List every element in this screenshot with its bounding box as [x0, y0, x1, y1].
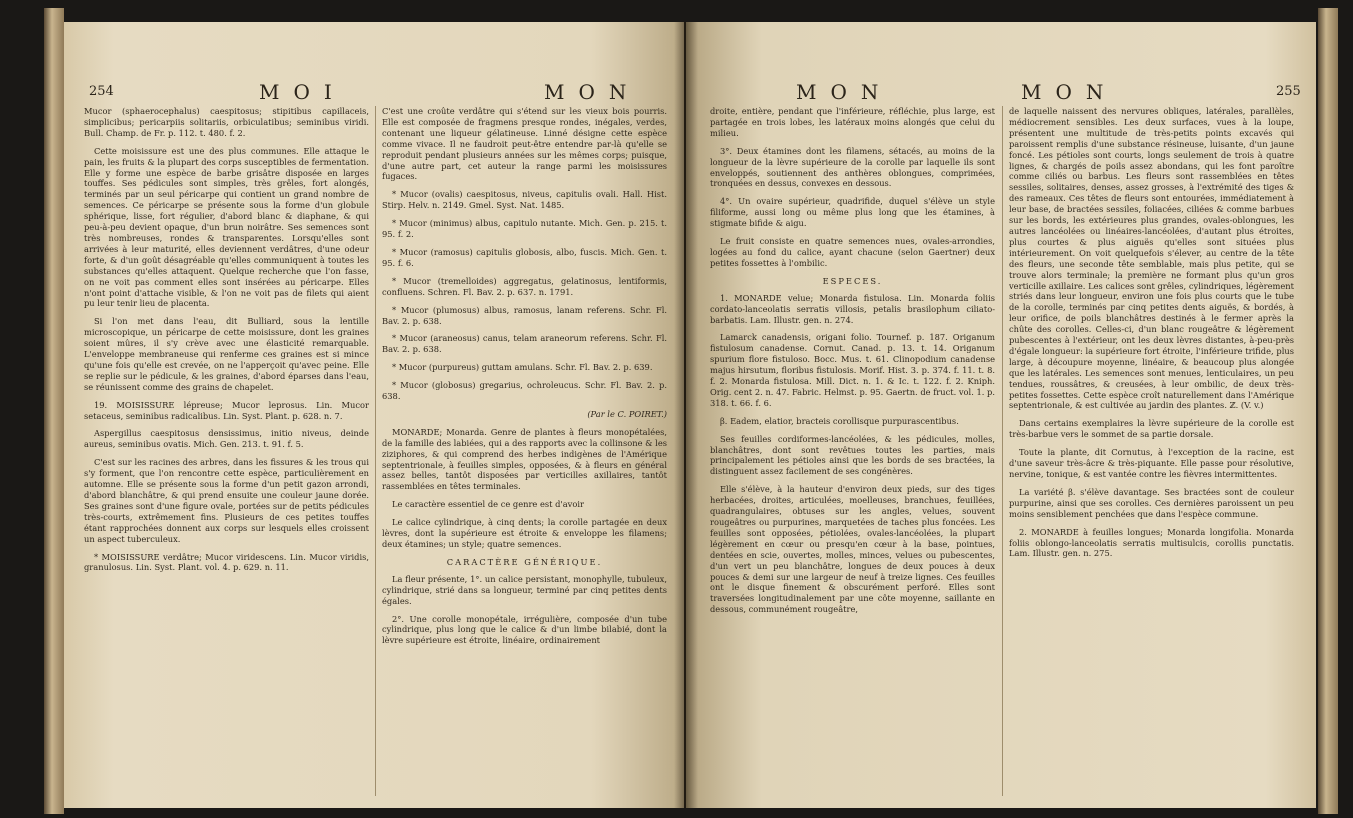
paragraph: Elle s'élève, à la hauteur d'environ deux pieds, sur des tiges herbacées, droites, articulées, moelleuses, branchues, feuillées, quadrangulaires, obtuses sur les angles, velues, souvent rougeâtres ou purpurines, marquetées de taches plus foncées. Les feuilles sont opposées, pétiolées, ovales-lancéolées, la plupart légèrement en cœur ou presqu'en cœur à la base, pointues, dentées en scie, ouvertes, molles, minces, velues ou pubescentes, d'un vert un peu blanchâtre, longues de deux pouces à deux pouces & demi sur une largeur de neuf à treize lignes. Ces feuilles ont le disque finement & obscurément perforé. Elles sont traversées longitudinalement par une côte moyenne, saillante en dessous, communément rougeâtre, [710, 484, 995, 615]
paragraph: Le caractère essentiel de ce genre est d'avoir [392, 499, 584, 510]
paragraph: (Par le C. POIRET.) [587, 408, 667, 419]
left-page-number: 254 [89, 84, 114, 99]
paragraph: Lamarck canadensis, origani folio. Tournef. p. 187. Origanum fistulosum canadense. Cornut. Canad. p. 13. t. 14. Origanum spurium flore fistuloso. Bocc. Mus. t. 61. Clinopodium canadense majus hirsutum, floribus fistulosis. Morif. Hist. 3. p. 374. f. 11. t. 8. f. 2. Monarda fistulosa. Mill. Dict. n. 1. & Ic. t. 122. f. 2. Kniph. Orig. cent 2. n. 47. Fabric. Helmst. p. 95. Gaertn. de fruct. vol. 1. p. 318. t. 66. f. 6. [710, 332, 995, 408]
paragraph: Ses feuilles cordiformes-lancéolées, & les pédicules, molles, blanchâtres, dont sont revêtues toutes les parties, mais principalement les pétioles ainsi que les bords de ses bractées, la distinguent assez facilement de ses congénères. [710, 433, 995, 477]
paragraph: Aspergillus caespitosus densissimus, initio niveus, deinde aureus, seminibus ovatis. Mich. Gen. 213. t. 91. f. 5. [84, 428, 369, 450]
right-column-1 [710, 106, 995, 622]
paragraph: La variété β. s'élève davantage. Ses bractées sont de couleur purpurine, ainsi que ses corolles. Ces dernières paroissent un peu moins sensiblement penchées que dans l'espèce commune. [1009, 486, 1294, 519]
left-column-2 [382, 106, 667, 653]
paragraph: CARACTÈRE GÉNÉRIQUE. [446, 556, 603, 567]
paragraph: Mucor (sphaerocephalus) caespitosus; stipitibus capillaceis, simplicibus; pericarpiis solitariis, orbiculatibus; seminibus viridi. Bull. Champ. de Fr. p. 112. t. 480. f. 2. [84, 106, 369, 138]
right-page [686, 22, 1316, 808]
paragraph: ESPECES. [822, 275, 883, 286]
right-page-number: 255 [1276, 84, 1301, 99]
paragraph: β. Eadem, elatior, bracteis corollisque purpurascentibus. [720, 415, 959, 426]
right-page-edges [1318, 8, 1338, 814]
column-divider [375, 106, 376, 796]
paragraph: 2. MONARDE à feuilles longues; Monarda longifolia. Monarda foliis oblongo-lanceolatis serratis multisulcis, corollis punctatis. Lam. Illustr. gen. n. 275. [1009, 526, 1294, 559]
paragraph: Le fruit consiste en quatre semences nues, ovales-arrondies, logées au fond du calice, ayant chacune (selon Gaertner) deux petites fossettes à l'ombilic. [710, 236, 995, 268]
paragraph: Si l'on met dans l'eau, dit Bulliard, sous la lentille microscopique, un péricarpe de cette moisissure, dont les graines soient mûres, il s'y crève avec une élasticité remarquable. L'enveloppe membraneuse qui renferme ces graines est si mince qu'une fois qu'elle est crevée, on ne l'apperçoit qu'avec peine. Elle se replie sur le pédicule, & les graines, d'abord éparses dans l'eau, se réunissent comme des grains de chapelet. [84, 316, 369, 392]
paragraph: C'est sur les racines des arbres, dans les fissures & les trous qui s'y forment, que l'on rencontre cette espèce, particulièrement en automne. Elle se présente sous la forme d'un petit gazon arrondi, d'abord blanchâtre, & qui prend ensuite une couleur jaune dorée. Ses graines sont d'une figure ovale, portées sur de petits pédicules très-courts, extrêmement fins. Plusieurs de ces petites touffes étant rapprochées donnent aux corps sur lesquels elles croissent un aspect tuberculeux. [84, 457, 369, 544]
paragraph: 3°. Deux étamines dont les filamens, sétacés, au moins de la longueur de la lèvre supérieure de la corolle par laquelle ils sont enveloppés, soutiennent des anthères oblongues, comprimées, tronquées en dessus, convexes en dessous. [710, 145, 995, 189]
paragraph: Cette moisissure est une des plus communes. Elle attaque le pain, les fruits & la plupart des corps susceptibles de fermentation. Elle y forme une espèce de barbe grisâtre disposée en larges touffes. Ses pédicules sont simples, très grêles, fort alongés, terminés par un seul péricarpe qui contient un grand nombre de semences. Ce péricarpe se présente sous la forme d'un globule sphérique, lisse, fort régulier, d'abord blanc & diaphane, & qui peu-à-peu devient opaque, d'un brun noirâtre. Ses semences sont très nombreuses, rondes & transparentes. Lorsqu'elles sont arrivées à leur maturité, elles deviennent verdâtres, d'une odeur forte, & d'un goût désagréable qu'elles communiquent à toutes les substances qu'elles attaquent. Quelque recherche que l'on fasse, on ne voit pas comment elles sont insérées au péricarpe. Elles n'ont point d'attache visible, & l'on ne voit pas de filets qui aient pu leur tenir lieu de placenta. [84, 145, 369, 309]
column-divider [1002, 106, 1003, 796]
right-column-2 [1009, 106, 1294, 566]
paragraph: Toute la plante, dit Cornutus, à l'exception de la racine, est d'une saveur très-âcre & très-piquante. Elle passe pour résolutive, nervine, tonique, & est vantée contre les fièvres intermittentes. [1009, 447, 1294, 479]
right-header-right: MON [1021, 80, 1118, 104]
paragraph: 1. MONARDE velue; Monarda fistulosa. Lin. Monarda foliis cordato-lanceolatis serratis villosis, petalis brasilophum ciliato-barbatis. Lam. Illustr. gen. n. 274. [710, 292, 995, 325]
paragraph: * Mucor (tremelloides) aggregatus, gelatinosus, lentiformis, confluens. Schren. Fl. Bav. 2. p. 637. n. 1791. [382, 275, 667, 297]
left-header-left: MOI [259, 80, 346, 104]
paragraph: de laquelle naissent des nervures obliques, latérales, parallèles, médiocrement sensibles. Les deux surfaces, vues à la loupe, présentent une multitude de très-petits points excavés qui paroissent remplis d'une substance résineuse, luisante, d'un jaune foncé. Les pétioles sont courts, longs seulement de trois à quatre lignes, & chargés de poils assez abondans, qui les font paroître comme ciliés ou barbus. Les fleurs sont rassemblées en têtes sessiles, solitaires, denses, assez grosses, à l'extrémité des tiges & des rameaux. Ces têtes de fleurs sont entourées, immédiatement à leur base, de bractées sessiles, foliacées, ciliées & comme barbues sur les bords, les extérieures plus grandes, ovales-oblongues, les autres lancéolées ou linéaires-lancéolées, d'autant plus étroites, plus courtes & plus aiguës qu'elles sont situées plus intérieurement. On voit quelquefois s'élever, au centre de la tête des fleurs, une seconde tête semblable, mais plus petite, qui se trouve alors terminale; la première ne formant plus qu'un gros verticille axillaire. Les calices sont grêles, cylindriques, légèrement striés dans leur longueur, environ une fois plus courts que le tube de la corolle, terminés par cinq petites dents aiguës, & bordés, à leur orifice, de poils blanchâtres destinés à le fermer après la chûte des corolles. Celles-ci, d'un blanc rougeâtre & légèrement pubescentes à l'extérieur, ont les deux lèvres distantes, à-peu-près d'égale longueur: la supérieure fort étroite, l'inférieure trifide, plus large, à découpure moyenne, linéaire, & beaucoup plus alongée que les latérales. Les semences sont menues, lenticulaires, un peu tendues, roussâtres, & creusées, à leur ombilic, de deux très-petites fossettes. Cette espèce croît naturellement dans l'Amérique septentrionale, & est cultivée au jardin des plantes. ℤ. (V. v.) [1009, 106, 1294, 411]
paragraph: Dans certains exemplaires la lèvre supérieure de la corolle est très-barbue vers le sommet de sa partie dorsale. [1009, 418, 1294, 440]
paragraph: C'est une croûte verdâtre qui s'étend sur les vieux bois pourris. Elle est composée de fragmens presque rondes, inégales, verdes, contenant une liqueur gélatineuse. Linné désigne cette espèce comme vivace. Il ne faudroit peut-être entendre par-là qu'elle se reproduit pendant plusieurs années sur les mêmes corps; puisque, d'une autre part, cet auteur la range parmi les moisissures fugaces. [382, 106, 667, 182]
left-column-1 [84, 106, 369, 580]
paragraph: Le calice cylindrique, à cinq dents; la corolle partagée en deux lèvres, dont la supérieure est étroite & enveloppe les filamens; deux étamines; un style; quatre semences. [382, 517, 667, 549]
paragraph: droite, entière, pendant que l'inférieure, réfléchie, plus large, est partagée en trois lobes, les latéraux moins alongés que celui du milieu. [710, 106, 995, 138]
paragraph: * MOISISSURE verdâtre; Mucor viridescens. Lin. Mucor viridis, granulosus. Lin. Syst. Plant. vol. 4. p. 629. n. 11. [84, 551, 369, 573]
paragraph: * Mucor (araneosus) canus, telam araneorum referens. Schr. Fl. Bav. 2. p. 638. [382, 333, 667, 355]
left-page [64, 22, 684, 808]
paragraph: * Mucor (purpureus) guttam amulans. Schr. Fl. Bav. 2. p. 639. [392, 362, 653, 373]
book-gutter-shadow [674, 22, 698, 808]
paragraph: * Mucor (plumosus) albus, ramosus, lanam referens. Schr. Fl. Bav. 2. p. 638. [382, 304, 667, 326]
paragraph: * Mucor (minimus) albus, capitulo nutante. Mich. Gen. p. 215. t. 95. f. 2. [382, 218, 667, 240]
book-spread [14, 8, 1340, 814]
left-header-right: MON [544, 80, 641, 104]
paragraph: MONARDE; Monarda. Genre de plantes à fleurs monopétalées, de la famille des labiées, qui a des rapports avec la collinsone & les ziziphores, & qui comprend des herbes indigènes de l'Amérique septentrionale, à feuilles simples, opposées, & à fleurs en général assez belles, tantôt disposées par verticilles axillaires, tantôt rassemblées en têtes terminales. [382, 426, 667, 492]
paragraph: 4°. Un ovaire supérieur, quadrifide, duquel s'élève un style filiforme, aussi long ou même plus long que les étamines, à stigmate bifide & aigu. [710, 196, 995, 229]
paragraph: * Mucor (ovalis) caespitosus, niveus, capitulis ovali. Hall. Hist. Stirp. Helv. n. 2149. Gmel. Syst. Nat. 1485. [382, 189, 667, 211]
paragraph: 19. MOISISSURE lépreuse; Mucor leprosus. Lin. Mucor setaceus, seminibus radicalibus. Lin. Syst. Plant. p. 628. n. 7. [84, 399, 369, 421]
paragraph: * Mucor (globosus) gregarius, ochroleucus. Schr. Fl. Bav. 2. p. 638. [382, 380, 667, 402]
left-page-edges [44, 8, 64, 814]
right-header-left: MON [796, 80, 893, 104]
paragraph: La fleur présente, 1°. un calice persistant, monophylle, tubuleux, cylindrique, strié dans sa longueur, terminé par cinq petites dents égales. [382, 573, 667, 606]
paragraph: * Mucor (ramosus) capitulis globosis, albo, fuscis. Mich. Gen. t. 95. f. 6. [382, 246, 667, 268]
paragraph: 2°. Une corolle monopétale, irrégulière, composée d'un tube cylindrique, plus long que le calice & d'un limbe bilabié, dont la lèvre supérieure est étroite, linéaire, ordinairement [382, 613, 667, 646]
